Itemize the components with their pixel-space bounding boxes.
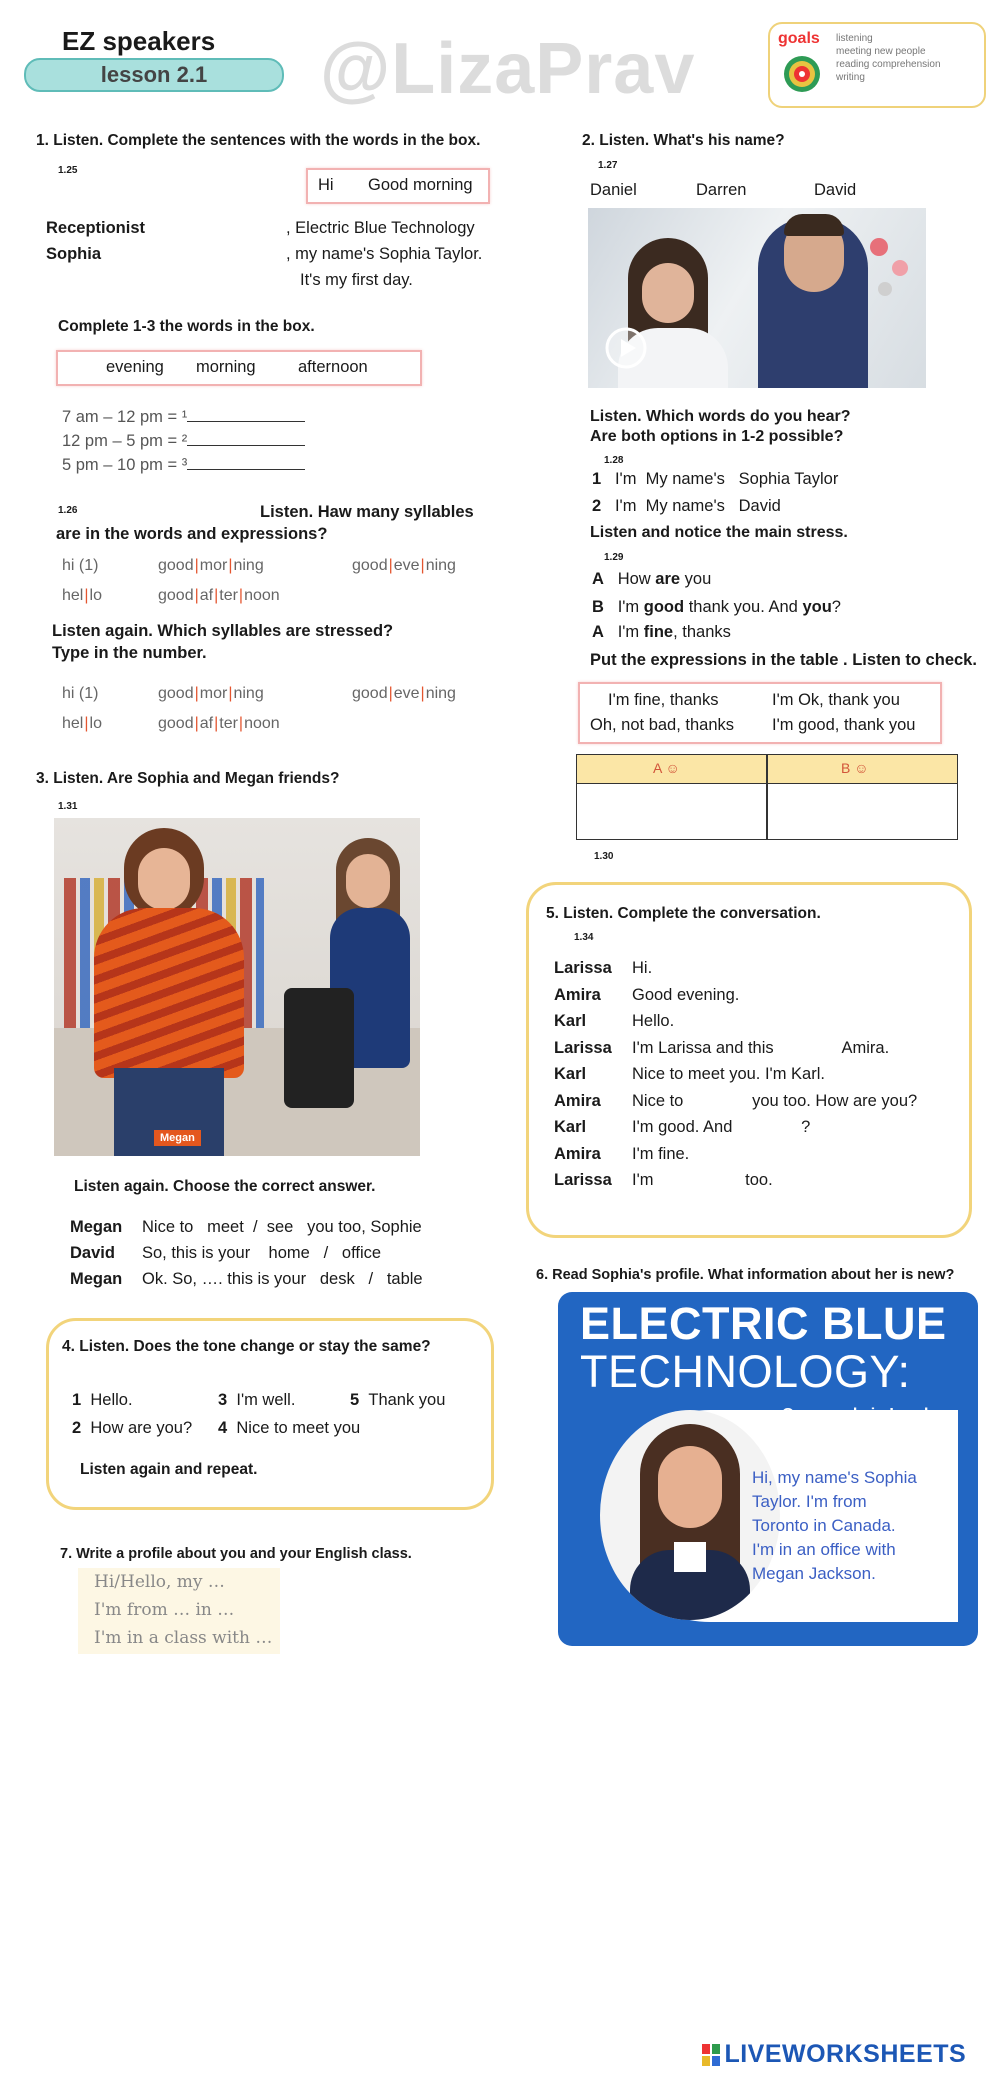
line-text: , thanks — [673, 623, 731, 641]
answer-blank[interactable] — [187, 407, 305, 422]
conversation-line — [554, 1039, 889, 1058]
ex2-audio: 1.30 — [594, 851, 614, 862]
speaker: Amira — [554, 1144, 601, 1163]
line-text: How — [617, 570, 651, 588]
footer-brand: LIVEWORKSHEETS — [724, 2040, 967, 2068]
hint-line: Hi/Hello, my … — [94, 1572, 225, 1592]
option-name: David — [738, 497, 781, 515]
table-header-b: B ☺ — [841, 760, 869, 776]
conversation-text[interactable]: I'm too. — [632, 1171, 773, 1189]
speaker-letter: B — [592, 598, 604, 616]
lesson-badge — [24, 58, 284, 92]
conversation-text[interactable]: I'm good. And ? — [632, 1118, 811, 1136]
ex2-title: 2. Listen. What's his name? — [582, 132, 785, 149]
speaker: Amira — [554, 985, 601, 1004]
tone-item: Thank you — [368, 1391, 446, 1409]
ex6-title: 6. Read Sophia's profile. What information about her is new? — [536, 1267, 955, 1283]
conversation-line — [554, 959, 652, 978]
worksheet-title: EZ speakers — [62, 26, 216, 56]
syllable-word: hel|lo — [62, 715, 102, 732]
goal-item: writing — [836, 72, 865, 83]
option[interactable]: My name's — [645, 497, 725, 515]
photo-label: Megan — [154, 1130, 201, 1146]
liveworksheets-logo-icon — [702, 2044, 720, 2066]
box-word: evening — [106, 358, 164, 376]
syll-title: are in the words and expressions? — [56, 525, 328, 543]
name-option[interactable]: David — [814, 181, 857, 199]
speaker: Larissa — [554, 959, 612, 977]
ex1-sub-title: Complete 1-3 the words in the box. — [58, 318, 315, 335]
target-icon — [782, 54, 822, 94]
speaker: Sophia — [46, 245, 102, 263]
tone-item: How are you? — [90, 1419, 193, 1437]
conversation-text[interactable]: Hi. — [632, 959, 653, 977]
choice-text[interactable]: Ok. So, …. this is your desk / table — [142, 1270, 423, 1288]
brand-line-1: ELECTRIC BLUE — [580, 1298, 947, 1349]
choose-title: Listen again. Choose the correct answer. — [74, 1178, 376, 1195]
profile-line: Toronto in Canada. — [752, 1516, 896, 1535]
box-word: Hi — [318, 176, 334, 194]
item-number: 2 — [72, 1419, 82, 1437]
profile-line: I'm in an office with — [752, 1540, 896, 1559]
video-still[interactable] — [588, 208, 926, 388]
item-number: 3 — [218, 1391, 228, 1409]
conversation-line — [554, 1118, 810, 1137]
conversation-line — [554, 1012, 674, 1031]
speaker: Amira — [554, 1091, 601, 1110]
ex3-title: 3. Listen. Are Sophia and Megan friends? — [36, 770, 340, 787]
speaker-letter: A — [592, 623, 604, 641]
syllable-word: hel|lo — [62, 587, 102, 604]
conversation-line — [554, 1145, 689, 1164]
sort-table — [576, 754, 958, 840]
time-range: 5 pm – 10 pm = ³ — [62, 456, 188, 474]
ex2-audio: 1.28 — [604, 455, 624, 466]
box-word: Good morning — [368, 176, 473, 194]
syllable-word: good|af|ter|noon — [158, 715, 280, 732]
ex5-audio: 1.34 — [574, 932, 594, 943]
syllable-word: good|eve|ning — [352, 685, 456, 702]
conversation-text[interactable]: I'm Larissa and this Amira. — [632, 1038, 890, 1057]
option[interactable]: I'm — [614, 470, 637, 488]
expression[interactable]: I'm good, thank you — [772, 716, 916, 734]
ex4-title: 4. Listen. Does the tone change or stay the same? — [62, 1338, 431, 1355]
conversation-text[interactable]: I'm fine. — [632, 1144, 690, 1163]
stressed-word: good — [643, 598, 685, 616]
table-cell-a[interactable] — [579, 786, 764, 837]
syllable-word: hi (1) — [62, 557, 99, 574]
line-text: I'm — [617, 623, 640, 641]
goal-item: listening — [836, 33, 873, 44]
dialogue-text: , my name's Sophia Taylor. — [286, 245, 483, 263]
stress-title-2: Listen and notice the main stress. — [590, 524, 848, 541]
hint-line: I'm from … in … — [94, 1600, 235, 1620]
profile-line: Taylor. I'm from — [752, 1492, 867, 1511]
hint-box — [78, 1568, 280, 1654]
option-name: Sophia Taylor — [738, 470, 839, 488]
box-word: afternoon — [298, 358, 368, 376]
conversation-text[interactable]: Nice to meet you. I'm Karl. — [632, 1065, 825, 1083]
put-title: Put the expressions in the table . Listen to check. — [590, 651, 977, 669]
name-option[interactable]: Daniel — [590, 181, 637, 199]
name-option[interactable]: Darren — [696, 181, 747, 199]
stress-title: Listen again. Which syllables are stressed? — [52, 622, 394, 640]
speaker: Larissa — [554, 1038, 612, 1057]
conversation-text[interactable]: Good evening. — [632, 985, 740, 1004]
stressed-word: are — [655, 570, 681, 588]
speaker: Megan — [70, 1270, 123, 1288]
ex1-audio: 1.25 — [58, 165, 78, 176]
ex2-audio: 1.29 — [604, 552, 624, 563]
goal-item: reading comprehension — [836, 59, 941, 70]
time-range: 12 pm – 5 pm = ² — [62, 432, 188, 450]
dialogue-text: It's my first day. — [300, 271, 413, 289]
goal-item: meeting new people — [836, 46, 926, 57]
profile-line: Hi, my name's Sophia — [752, 1468, 917, 1487]
syllable-word: hi (1) — [62, 685, 99, 702]
stressed-word: fine — [643, 623, 674, 641]
ex2-question: Listen. Which words do you hear? — [590, 408, 851, 425]
syllable-word: good|mor|ning — [158, 685, 264, 702]
repeat-text: Listen again and repeat. — [80, 1461, 258, 1478]
ex2-audio: 1.27 — [598, 160, 618, 171]
speaker: Receptionist — [46, 219, 146, 237]
option[interactable]: I'm — [614, 497, 637, 515]
ex7-title: 7. Write a profile about you and your English class. — [60, 1546, 412, 1562]
expression[interactable]: I'm Ok, thank you — [772, 691, 900, 709]
ex2-question: Are both options in 1-2 possible? — [590, 428, 844, 445]
office-photo — [54, 818, 420, 1156]
speaker: Karl — [554, 1012, 587, 1030]
syllable-word: good|mor|ning — [158, 557, 264, 574]
speaker-letter: A — [592, 570, 604, 588]
stressed-word: you — [802, 598, 832, 616]
box-word: morning — [196, 358, 256, 376]
line-text: you — [684, 570, 712, 588]
goals-label: goals — [778, 30, 820, 47]
item-number: 5 — [350, 1391, 360, 1409]
syllable-word: good|eve|ning — [352, 557, 456, 574]
ex1-title: 1. Listen. Complete the sentences with the words in the box. — [36, 132, 481, 149]
speaker: Karl — [554, 1118, 587, 1136]
time-range: 7 am – 12 pm = ¹ — [62, 408, 188, 426]
line-text: thank you. And — [688, 598, 798, 616]
table-header-a: A ☺ — [653, 760, 680, 776]
line-text: I'm — [617, 598, 640, 616]
answer-blank[interactable] — [187, 455, 305, 470]
table-cell-b[interactable] — [770, 786, 955, 837]
choice-text[interactable]: So, this is your home / office — [142, 1244, 382, 1262]
expressions-box — [578, 682, 942, 744]
conversation-text[interactable]: Nice to you too. How are you? — [632, 1091, 918, 1110]
speaker: Larissa — [554, 1171, 612, 1189]
conversation-text[interactable]: Hello. — [632, 1012, 675, 1030]
tone-item: Hello. — [90, 1391, 133, 1409]
tone-item: I'm well. — [236, 1391, 296, 1409]
ex5-title: 5. Listen. Complete the conversation. — [546, 905, 821, 922]
option[interactable]: My name's — [645, 470, 725, 488]
conversation-line — [554, 1171, 773, 1190]
answer-blank[interactable] — [187, 431, 305, 446]
profile-card — [558, 1292, 978, 1646]
syll-audio: 1.26 — [58, 505, 78, 516]
item-number: 1 — [72, 1391, 82, 1409]
conversation-line — [554, 986, 739, 1005]
stress-title: Type in the number. — [52, 644, 207, 662]
line-text: ? — [831, 598, 841, 616]
goals-box — [768, 22, 986, 108]
brand-line-2: TECHNOLOGY: — [580, 1346, 911, 1397]
speaker: Megan — [70, 1218, 123, 1236]
conversation-line — [554, 1092, 917, 1111]
speaker: David — [70, 1244, 115, 1262]
dialogue-text: , Electric Blue Technology — [286, 219, 475, 237]
item-number: 2 — [592, 497, 602, 515]
expression[interactable]: Oh, not bad, thanks — [590, 716, 735, 734]
speaker: Karl — [554, 1065, 587, 1083]
lesson-label: lesson 2.1 — [100, 62, 208, 87]
syll-title: Listen. Haw many syllables — [260, 503, 474, 521]
expression[interactable]: I'm fine, thanks — [608, 691, 719, 709]
ex1-word-box-2 — [56, 350, 422, 386]
item-number: 4 — [218, 1419, 228, 1437]
tone-item: Nice to meet you — [236, 1419, 361, 1437]
hint-line: I'm in a class with … — [94, 1628, 273, 1648]
conversation-line — [554, 1065, 825, 1084]
item-number: 1 — [592, 470, 602, 488]
ex1-word-box — [306, 168, 490, 204]
play-icon[interactable] — [604, 326, 648, 370]
choice-text[interactable]: Nice to meet / see you too, Sophie — [142, 1218, 422, 1236]
footer-logo — [702, 2040, 966, 2069]
watermark: @LizaPrav — [320, 29, 696, 109]
ex3-audio: 1.31 — [58, 801, 78, 812]
syllable-word: good|af|ter|noon — [158, 587, 280, 604]
profile-line: Megan Jackson. — [752, 1564, 876, 1583]
